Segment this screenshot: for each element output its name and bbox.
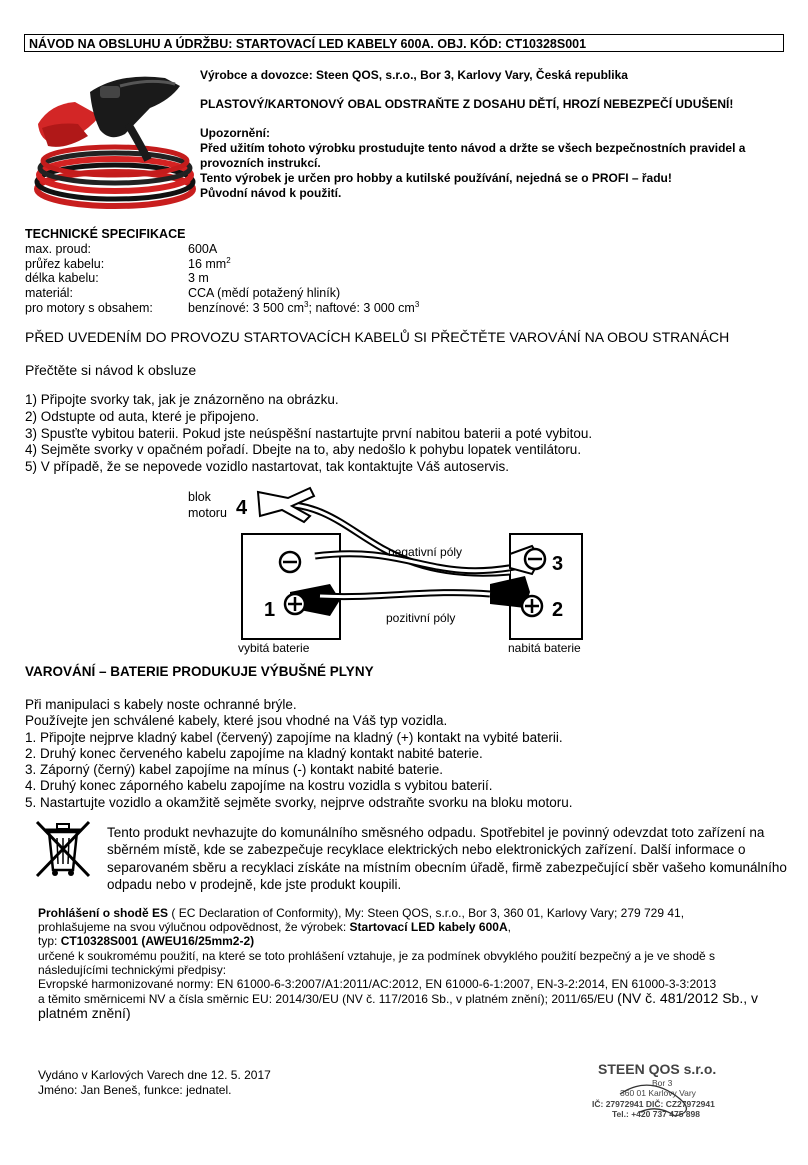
declaration-product: Startovací LED kabely 600A: [349, 920, 508, 935]
list-item: 1) Připojte svorky tak, jak je znázorněno na obrázku.: [25, 392, 339, 407]
label-num-3: 3: [552, 553, 564, 575]
label-dead-battery: vybitá baterie: [238, 641, 310, 655]
list-item: 4) Sejměte svorky v opačném pořadí. Dbejte na to, aby nedošlo k pohybu lopatek ventilátoru.: [25, 442, 582, 458]
notice-line-3: Původní návod k použití.: [200, 186, 342, 200]
declaration-type-value: CT10328S001 (AWEU16/25mm2-2): [60, 934, 255, 949]
label-charged-battery: nabitá baterie: [508, 641, 581, 655]
spec-superscript: 2: [226, 255, 231, 265]
stamp-line-3: 360 01 Karlovy Vary: [620, 1088, 696, 1098]
notice-title: Upozornění:: [200, 126, 270, 140]
list-item: 2) Odstupte od auta, které je připojeno.: [25, 408, 260, 424]
declaration-title: Prohlášení o shodě ES: [38, 906, 169, 920]
stamp-line-5: Tel.: +420 737 475 898: [612, 1109, 700, 1119]
spec-label: materiál:: [25, 286, 73, 301]
packaging-warning: PLASTOVÝ/KARTONOVÝ OBAL ODSTRAŇTE Z DOSAHU DĚTÍ, HROZÍ NEBEZPEČÍ UDUŠENÍ!: [200, 97, 734, 111]
list-item: 2. Druhý konec červeného kabelu zapojíme na kladný kontakt nabité baterie.: [25, 745, 483, 761]
issued-name: Jméno: Jan Beneš, funkce: jednatel.: [38, 1083, 232, 1097]
declaration-line-2: určené k soukromému použití, na které se toto prohlášení vztahuje, je za podmínek obvyklého použití bezpečný a je ve shodě s následujícími technickými předpisy:: [38, 948, 716, 977]
tech-specs: [25, 227, 525, 316]
list-item: 3) Spusťte vybitou baterii. Pokud jste neúspěšní nastartujte první nabitou baterii a poté vybitou.: [25, 425, 593, 441]
manufacturer-text: Výrobce a dovozce: Steen QOS, s.r.o., Bor 3, Karlovy Vary, Česká republika: [200, 68, 628, 82]
specs-title: TECHNICKÉ SPECIFIKACE: [25, 227, 186, 241]
before-use-heading: PŘED UVEDENÍM DO PROVOZU STARTOVACÍCH KABELŮ SI PŘEČTĚTE VAROVÁNÍ NA OBOU STRANÁCH: [25, 329, 730, 345]
spec-row: [25, 286, 525, 301]
stamp-line-2: Bor 3: [652, 1078, 673, 1088]
list-item: 1. Připojte nejprve kladný kabel (červený) zapojíme na kladný (+) kontakt na vybité baterii.: [25, 729, 563, 745]
spec-value: 16 mm: [188, 256, 227, 271]
spec-value-diesel: ; naftové: 3 000 cm: [308, 300, 415, 315]
spec-row: [25, 271, 525, 286]
label-negative-poles: negativní póly: [388, 545, 463, 559]
crossed-bin-icon: [33, 818, 93, 880]
connection-diagram: [180, 484, 600, 659]
list-item: 3. Záporný (černý) kabel zapojíme na mínus (-) kontakt nabité baterie.: [25, 762, 443, 778]
label-positive-poles: pozitivní póly: [386, 611, 456, 625]
spec-superscript: 3: [304, 299, 309, 309]
declaration-line-4-large: (NV č. 481/2012 Sb., v platném znění): [38, 990, 759, 1022]
spec-superscript: 3: [414, 299, 420, 309]
declaration-line-3: Evropské harmonizované normy: EN 61000-6-3:2007/A1:2011/AC:2012, EN 61000-6-1:2007, EN-3-2:2014, EN 61000-3-3:2013: [38, 977, 717, 992]
list-item: 5) V případě, že se nepovede vozidlo nastartovat, tak kontaktujte Váš autoservis.: [25, 459, 510, 475]
document-title: NÁVOD NA OBSLUHU A ÚDRŽBU: STARTOVACÍ LED KABELY 600A. OBJ. KÓD: CT10328S001: [24, 34, 784, 52]
label-engine-block-2: motoru: [188, 506, 227, 520]
spec-label: průřez kabelu:: [25, 256, 105, 271]
label-num-2: 2: [552, 599, 564, 621]
spec-label: pro motory s obsahem:: [25, 300, 153, 315]
list-item: 5. Nastartujte vozidlo a okamžitě sejměte svorky, nejprve odstraňte svorku na bloku motoru.: [25, 794, 573, 810]
steps-list: [25, 392, 592, 476]
spec-value: 600A: [188, 241, 218, 256]
spec-value-petrol: benzínové: 3 500 cm: [188, 300, 305, 315]
declaration-block: [38, 906, 758, 1022]
recycling-text: Tento produkt nevhazujte do komunálního směsného odpadu. Spotřebitel je povinný odevzdat toto zařízení na sběrném místě, kde se zabezpečuje recyklace elektrických nebo elektronických zařízení. Další informace o separovaném sběru a recyklaci získáte na místním obecním úřadě, firmě zabezpečující sběr vašeho komunálního odpadu nebo v prodejně, kde jste produkt koupili.: [107, 825, 787, 892]
list-item: Používejte jen schválené kabely, které jsou vhodné na Váš typ vozidla.: [25, 713, 448, 729]
spec-value: CCA (mědí potažený hliník): [188, 286, 341, 301]
notice-line-2: Tento výrobek je určen pro hobby a kutilské používání, nejedná se o PROFI – řadu!: [200, 171, 672, 185]
issued-block: [38, 1068, 271, 1098]
spec-label: délka kabelu:: [25, 271, 99, 286]
intro-block: [200, 68, 790, 201]
product-image: [30, 64, 200, 214]
stamp-line-1: STEEN QOS s.r.o.: [598, 1061, 717, 1077]
spec-row: [25, 257, 525, 272]
spec-label: max. proud:: [25, 241, 92, 256]
warning-list: [25, 697, 573, 811]
spec-row-engine: [25, 301, 525, 316]
label-num-1: 1: [264, 599, 276, 621]
spec-row: [25, 242, 525, 257]
list-item: 4. Druhý konec záporného kabelu zapojíme na kostru vozidla s vybitou baterií.: [25, 778, 493, 794]
list-item: Při manipulaci s kabely noste ochranné brýle.: [25, 697, 297, 712]
stamp-line-4: IČ: 27972941 DIČ: CZ27972941: [592, 1099, 715, 1109]
label-num-4: 4: [236, 497, 248, 519]
label-engine-block: blok: [188, 490, 211, 504]
read-manual-text: Přečtěte si návod k obsluze: [25, 362, 197, 378]
declaration-type-label: typ:: [38, 934, 61, 949]
spec-value: 3 m: [188, 271, 209, 286]
notice-line-1: Před užitím tohoto výrobku prostudujte tento návod a držte se všech bezpečnostních pravidel a provozních instrukcí.: [200, 141, 746, 170]
issued-place-date: Vydáno v Karlových Varech dne 12. 5. 2017: [38, 1068, 271, 1082]
declaration-line-4: a těmito směrnicemi NV a čísla směrnic EU: 2014/30/EU (NV č. 117/2016 Sb., v platném znění); 2011/65/EU: [38, 992, 618, 1007]
company-stamp: [580, 1054, 755, 1124]
warning-title: VAROVÁNÍ – BATERIE PRODUKUJE VÝBUŠNÉ PLYNY: [25, 664, 374, 679]
declaration-comma: ,: [507, 920, 511, 935]
declaration-line-1: ( EC Declaration of Conformity), My: Steen QOS, s.r.o., Bor 3, 360 01, Karlovy Vary; 279 729 41, prohlašujeme na svou výlučnou odpovědnost, že výrobek:: [38, 906, 685, 935]
